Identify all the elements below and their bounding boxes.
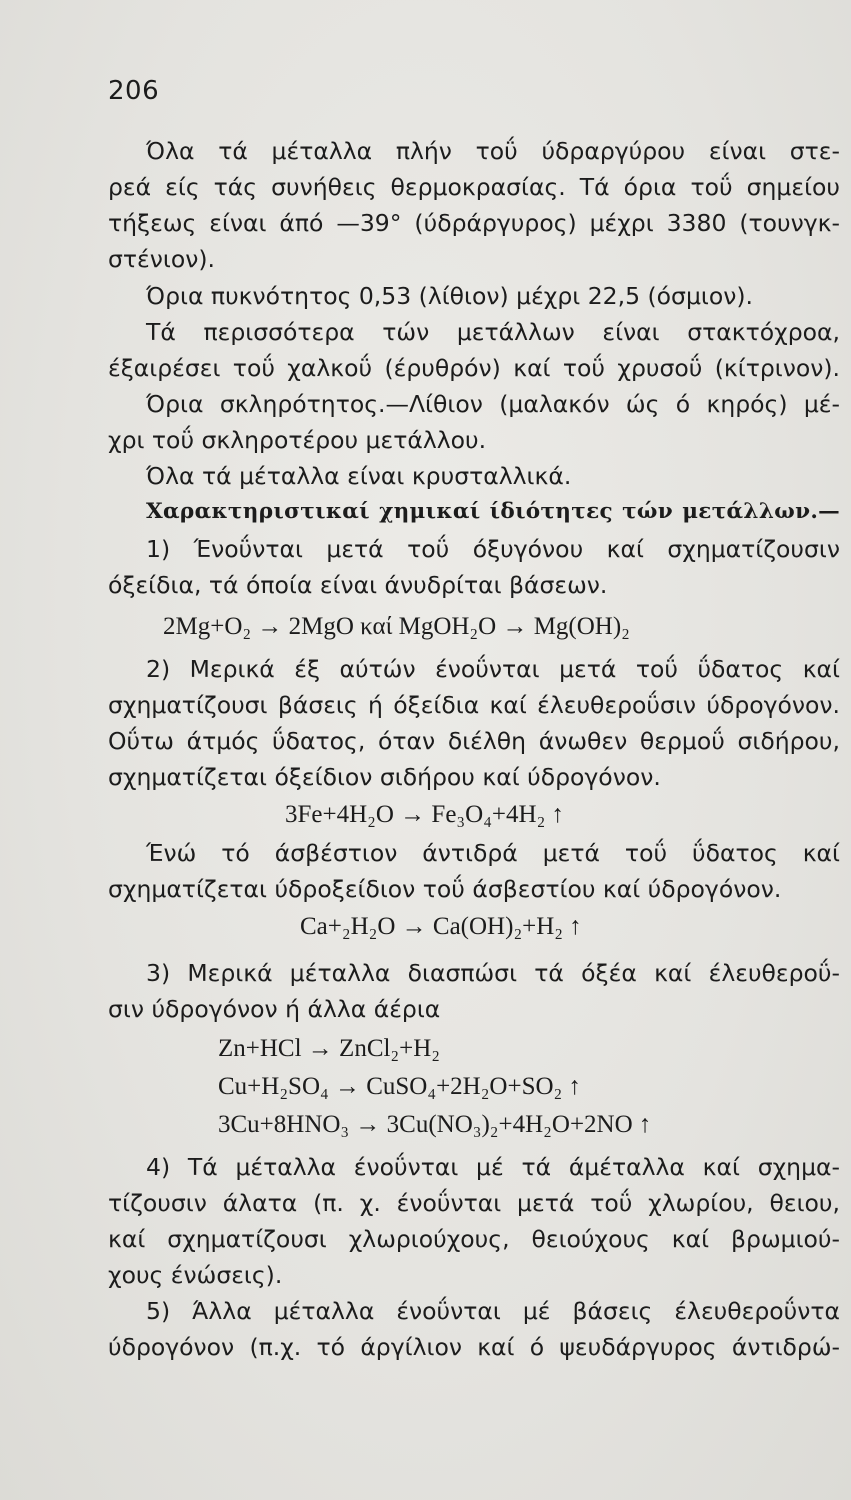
- chemical-equation: 3Fe+4H₂O → Fe₃O₄+4H₂ ↑: [285, 801, 565, 828]
- text-line: σιν ύδρογόνον ή άλλα άέρια: [108, 995, 441, 1023]
- text-line: ύδρογόνον (π.χ. τό άργίλιον καί ό ψευδάργυρος άντιδρώ-: [108, 1333, 840, 1361]
- text-line: σχηματίζουσι βάσεις ή όξείδια καί έλευθεροΰσιν ύδρογόνον.: [108, 691, 840, 719]
- text-line: Τά περισσότερα τών μετάλλων είναι στακτόχροα,: [146, 318, 840, 346]
- text-line: Όλα τά μέταλλα είναι κρυσταλλικά.: [146, 462, 572, 490]
- text-line: σχηματίζεται όξείδιον σιδήρου καί ύδρογόνον.: [108, 763, 661, 791]
- text-line: όξείδια, τά όποία είναι άνυδρίται βάσεων.: [108, 571, 608, 599]
- text-line: ρεά είς τάς συνήθεις θερμοκρασίας. Τά όρια τοΰ σημείου: [108, 173, 840, 201]
- text-line: Όρια σκληρότητος.—Λίθιον (μαλακόν ώς ό κηρός) μέ-: [146, 390, 840, 418]
- text-line: έξαιρέσει τοΰ χαλκοΰ (έρυθρόν) καί τοΰ χρυσοΰ (κίτρινον).: [108, 354, 840, 382]
- text-line: καί σχηματίζουσι χλωριούχους, θειούχους καί βρωμιού-: [108, 1225, 840, 1253]
- chemical-equation: Cu+H₂SO₄ → CuSO₄+2H₂O+SO₂ ↑: [218, 1073, 582, 1100]
- chemical-equation: Zn+HCl → ZnCl₂+H₂: [218, 1035, 441, 1062]
- text-line: 1) Ένοΰνται μετά τοΰ όξυγόνου καί σχηματίζουσιν: [146, 535, 840, 563]
- text-line: τήξεως είναι άπό —39° (ύδράργυρος) μέχρι 3380 (τουνγκ-: [108, 209, 840, 237]
- page-number: 206: [108, 76, 160, 106]
- text-line: 4) Τά μέταλλα ένοΰνται μέ τά άμέταλλα καί σχημα-: [146, 1153, 840, 1181]
- text-line: τίζουσιν άλατα (π. χ. ένοΰνται μετά τοΰ χλωρίου, θειου,: [108, 1189, 840, 1217]
- chemical-equation: 3Cu+8HNO₃ → 3Cu(NO₃)₂+4H₂O+2NO ↑: [218, 1111, 652, 1138]
- text-line: Όλα τά μέταλλα πλήν τοΰ ύδραργύρου είναι στε-: [146, 137, 840, 165]
- text-line: 5) Άλλα μέταλλα ένοΰνται μέ βάσεις έλευθεροΰντα: [146, 1297, 840, 1325]
- text-line: Οΰτω άτμός ΰδατος, όταν διέλθη άνωθεν θερμοΰ σιδήρου,: [108, 727, 840, 755]
- chemical-equation: Ca+₂H₂O → Ca(OH)₂+H₂ ↑: [300, 913, 582, 940]
- chemical-equation: 2Mg+O₂ → 2MgO καί MgOH₂O → Mg(OH)₂: [163, 613, 630, 640]
- text-line: Ένώ τό άσβέστιον άντιδρά μετά τοΰ ΰδατος καί: [146, 839, 840, 867]
- text-line: 3) Μερικά μέταλλα διασπώσι τά όξέα καί έλευθεροΰ-: [146, 959, 840, 987]
- text-line: Όρια πυκνότητος 0,53 (λίθιον) μέχρι 22,5 (όσμιον).: [146, 282, 753, 310]
- text-line: χρι τοΰ σκληροτέρου μετάλλου.: [108, 426, 487, 454]
- text-line: 2) Μερικά έξ αύτών ένοΰνται μετά τοΰ ΰδατος καί: [146, 655, 840, 683]
- text-line: σχηματίζεται ύδροξείδιον τοΰ άσβεστίου καί ύδρογόνον.: [108, 875, 782, 903]
- text-line: στένιον).: [108, 245, 215, 273]
- text-line: χους ένώσεις).: [108, 1261, 283, 1289]
- section-heading: Χαρακτηριστικαί χημικαί ίδιότητες τών μετάλλων.—: [146, 499, 840, 524]
